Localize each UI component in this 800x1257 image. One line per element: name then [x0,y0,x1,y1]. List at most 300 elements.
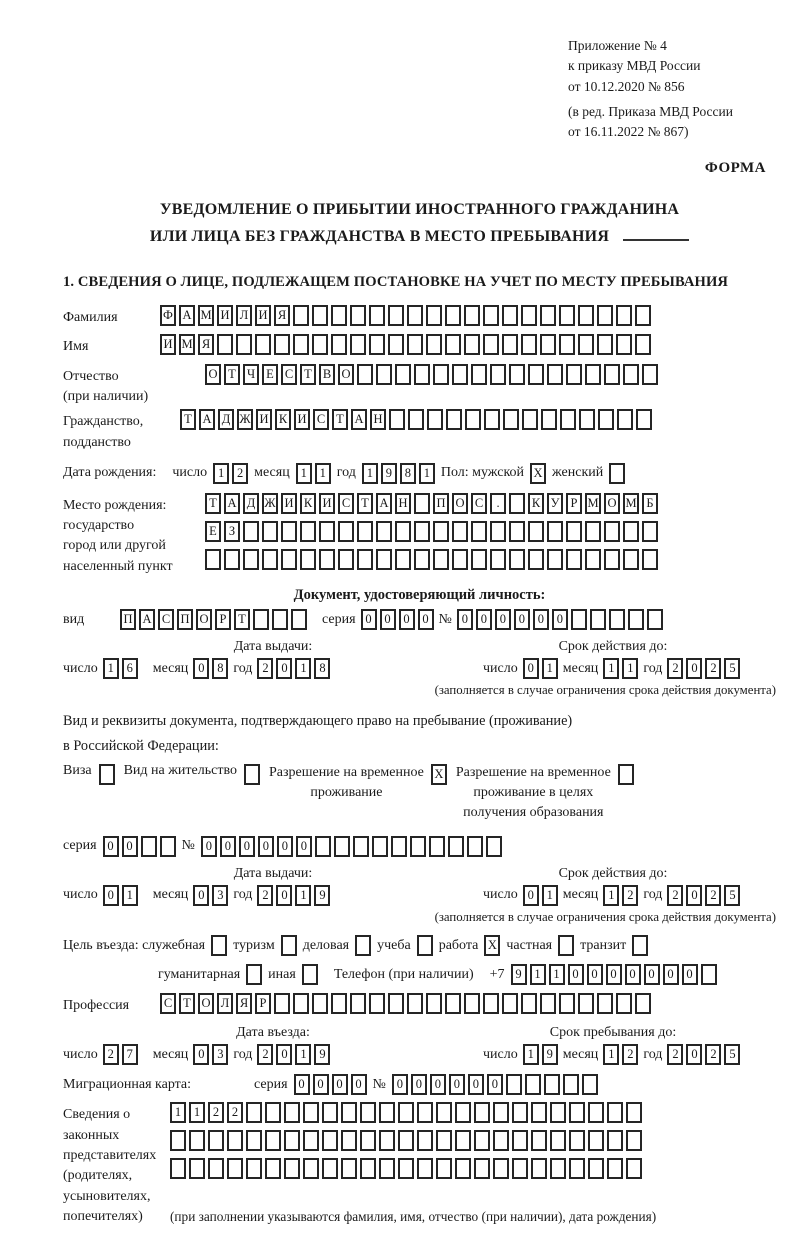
char-cell[interactable] [566,549,582,570]
char-cell[interactable]: 0 [296,836,312,857]
char-cell[interactable]: 0 [476,609,492,630]
char-cell[interactable]: X [484,935,500,956]
char-cell[interactable]: С [158,609,174,630]
char-cell[interactable]: 2 [667,658,683,679]
char-cell[interactable] [623,549,639,570]
char-cell[interactable] [284,1130,300,1151]
char-cell[interactable] [312,305,328,326]
char-cell[interactable]: О [338,364,354,385]
char-cell[interactable] [293,305,309,326]
char-cell[interactable] [484,409,500,430]
char-cell[interactable]: 0 [332,1074,348,1095]
char-cell[interactable]: С [160,993,176,1014]
char-cell[interactable]: 0 [193,1044,209,1065]
char-cell[interactable]: Б [642,493,658,514]
char-cell[interactable] [467,836,483,857]
char-cell[interactable]: 0 [457,609,473,630]
char-cell[interactable] [388,993,404,1014]
char-cell[interactable] [509,521,525,542]
char-cell[interactable] [262,521,278,542]
gender-female-checkbox[interactable] [609,463,625,484]
char-cell[interactable] [265,1130,281,1151]
char-cell[interactable] [528,549,544,570]
char-cell[interactable]: 2 [232,463,248,484]
char-cell[interactable] [99,764,115,785]
doc-valid-year-cells[interactable] [667,658,740,679]
char-cell[interactable]: М [623,493,639,514]
char-cell[interactable] [217,334,233,355]
char-cell[interactable]: 0 [523,885,539,906]
char-cell[interactable]: 9 [511,964,527,985]
char-cell[interactable] [609,609,625,630]
char-cell[interactable] [582,1074,598,1095]
char-cell[interactable] [521,993,537,1014]
visa-checkbox[interactable] [99,764,115,785]
char-cell[interactable] [540,334,556,355]
char-cell[interactable]: 0 [276,1044,292,1065]
char-cell[interactable] [355,935,371,956]
char-cell[interactable] [331,334,347,355]
char-cell[interactable] [635,993,651,1014]
char-cell[interactable] [607,1158,623,1179]
char-cell[interactable]: 0 [533,609,549,630]
char-cell[interactable]: 0 [313,1074,329,1095]
char-cell[interactable] [490,549,506,570]
char-cell[interactable] [319,549,335,570]
char-cell[interactable]: 5 [724,885,740,906]
char-cell[interactable] [243,521,259,542]
char-cell[interactable] [618,764,634,785]
char-cell[interactable] [417,1102,433,1123]
char-cell[interactable] [528,364,544,385]
char-cell[interactable] [560,409,576,430]
char-cell[interactable]: 1 [419,463,435,484]
char-cell[interactable] [502,993,518,1014]
char-cell[interactable]: 1 [296,463,312,484]
char-cell[interactable] [388,334,404,355]
char-cell[interactable]: 8 [314,658,330,679]
char-cell[interactable]: Т [357,493,373,514]
char-cell[interactable] [284,1102,300,1123]
char-cell[interactable] [569,1130,585,1151]
char-cell[interactable]: И [256,409,272,430]
char-cell[interactable] [331,305,347,326]
char-cell[interactable]: И [281,493,297,514]
char-cell[interactable]: К [300,493,316,514]
birth-year-cells[interactable] [362,463,435,484]
char-cell[interactable] [395,521,411,542]
char-cell[interactable] [647,609,663,630]
char-cell[interactable] [550,1102,566,1123]
char-cell[interactable] [525,1074,541,1095]
char-cell[interactable]: О [452,493,468,514]
entry-day-cells[interactable] [103,1044,138,1065]
stay-year-cells[interactable] [667,1044,740,1065]
char-cell[interactable] [398,1102,414,1123]
char-cell[interactable]: 0 [294,1074,310,1095]
char-cell[interactable]: М [585,493,601,514]
char-cell[interactable] [414,521,430,542]
char-cell[interactable]: 0 [103,836,119,857]
char-cell[interactable]: 1 [542,658,558,679]
char-cell[interactable] [303,1130,319,1151]
char-cell[interactable] [578,334,594,355]
char-cell[interactable] [521,305,537,326]
char-cell[interactable] [372,836,388,857]
char-cell[interactable]: П [177,609,193,630]
char-cell[interactable]: И [294,409,310,430]
char-cell[interactable] [597,305,613,326]
char-cell[interactable]: А [179,305,195,326]
char-cell[interactable] [331,993,347,1014]
char-cell[interactable]: 0 [663,964,679,985]
char-cell[interactable]: X [530,463,546,484]
char-cell[interactable] [369,993,385,1014]
representatives-row3-cells[interactable] [170,1158,656,1179]
char-cell[interactable]: Ч [243,364,259,385]
doc-valid-month-cells[interactable] [603,658,638,679]
char-cell[interactable] [433,549,449,570]
char-cell[interactable] [465,409,481,430]
char-cell[interactable] [626,1158,642,1179]
char-cell[interactable]: 0 [380,609,396,630]
char-cell[interactable]: И [319,493,335,514]
char-cell[interactable] [521,334,537,355]
char-cell[interactable]: С [471,493,487,514]
char-cell[interactable]: 2 [227,1102,243,1123]
char-cell[interactable] [493,1130,509,1151]
char-cell[interactable]: 0 [495,609,511,630]
patronymic-cells[interactable] [205,364,658,385]
char-cell[interactable] [417,1130,433,1151]
char-cell[interactable] [189,1158,205,1179]
char-cell[interactable] [388,305,404,326]
char-cell[interactable]: 1 [103,658,119,679]
char-cell[interactable] [531,1158,547,1179]
char-cell[interactable]: 6 [122,658,138,679]
char-cell[interactable] [506,1074,522,1095]
char-cell[interactable] [597,334,613,355]
char-cell[interactable] [585,521,601,542]
char-cell[interactable] [227,1158,243,1179]
char-cell[interactable] [558,935,574,956]
char-cell[interactable] [407,993,423,1014]
char-cell[interactable] [471,364,487,385]
char-cell[interactable] [338,549,354,570]
char-cell[interactable] [291,609,307,630]
char-cell[interactable] [350,993,366,1014]
char-cell[interactable]: М [179,334,195,355]
char-cell[interactable]: 1 [362,463,378,484]
char-cell[interactable] [255,334,271,355]
char-cell[interactable]: А [139,609,155,630]
char-cell[interactable]: 0 [220,836,236,857]
char-cell[interactable] [578,993,594,1014]
char-cell[interactable] [588,1130,604,1151]
char-cell[interactable] [590,609,606,630]
char-cell[interactable] [350,305,366,326]
char-cell[interactable]: 1 [603,658,619,679]
representatives-row1-cells[interactable] [170,1102,656,1123]
char-cell[interactable]: Р [255,993,271,1014]
char-cell[interactable]: Я [198,334,214,355]
char-cell[interactable] [426,993,442,1014]
char-cell[interactable] [569,1102,585,1123]
char-cell[interactable] [445,305,461,326]
char-cell[interactable]: 1 [213,463,229,484]
char-cell[interactable]: З [224,521,240,542]
char-cell[interactable]: И [255,305,271,326]
char-cell[interactable] [293,334,309,355]
char-cell[interactable] [550,1130,566,1151]
char-cell[interactable]: 0 [686,885,702,906]
char-cell[interactable] [281,521,297,542]
permit-valid-year-cells[interactable] [667,885,740,906]
char-cell[interactable] [170,1158,186,1179]
char-cell[interactable] [281,549,297,570]
char-cell[interactable] [293,993,309,1014]
char-cell[interactable] [642,549,658,570]
char-cell[interactable]: Т [179,993,195,1014]
char-cell[interactable] [607,1102,623,1123]
char-cell[interactable] [410,836,426,857]
char-cell[interactable]: 0 [392,1074,408,1095]
char-cell[interactable]: 1 [122,885,138,906]
char-cell[interactable]: 0 [487,1074,503,1095]
char-cell[interactable] [452,364,468,385]
char-cell[interactable] [616,993,632,1014]
char-cell[interactable] [609,463,625,484]
char-cell[interactable] [322,1102,338,1123]
char-cell[interactable] [642,521,658,542]
char-cell[interactable] [341,1130,357,1151]
char-cell[interactable] [341,1158,357,1179]
char-cell[interactable]: О [196,609,212,630]
char-cell[interactable]: О [198,993,214,1014]
char-cell[interactable] [407,305,423,326]
char-cell[interactable]: 8 [400,463,416,484]
char-cell[interactable] [607,1130,623,1151]
char-cell[interactable]: Я [274,305,290,326]
temp-residence-edu-checkbox[interactable] [618,764,634,785]
char-cell[interactable] [541,409,557,430]
char-cell[interactable]: 5 [724,1044,740,1065]
char-cell[interactable]: 0 [686,1044,702,1065]
char-cell[interactable]: Ф [160,305,176,326]
char-cell[interactable]: С [281,364,297,385]
char-cell[interactable]: 0 [430,1074,446,1095]
char-cell[interactable]: Р [215,609,231,630]
birth-day-cells[interactable] [213,463,248,484]
char-cell[interactable] [376,364,392,385]
char-cell[interactable]: 2 [257,885,273,906]
char-cell[interactable] [446,409,462,430]
char-cell[interactable]: Е [205,521,221,542]
char-cell[interactable] [597,993,613,1014]
char-cell[interactable] [303,1102,319,1123]
char-cell[interactable] [604,549,620,570]
char-cell[interactable]: 0 [361,609,377,630]
char-cell[interactable] [547,521,563,542]
firstname-cells[interactable] [160,334,651,355]
permit-issue-day-cells[interactable] [103,885,138,906]
char-cell[interactable] [274,334,290,355]
char-cell[interactable] [170,1130,186,1151]
char-cell[interactable] [246,1130,262,1151]
char-cell[interactable]: 0 [399,609,415,630]
char-cell[interactable] [389,409,405,430]
phone-cells[interactable] [511,964,717,985]
char-cell[interactable] [312,334,328,355]
char-cell[interactable]: 0 [552,609,568,630]
char-cell[interactable] [636,409,652,430]
purpose-business-checkbox[interactable] [211,935,227,956]
char-cell[interactable]: 0 [103,885,119,906]
char-cell[interactable] [490,364,506,385]
char-cell[interactable] [205,549,221,570]
char-cell[interactable] [208,1130,224,1151]
char-cell[interactable] [319,521,335,542]
char-cell[interactable] [448,836,464,857]
char-cell[interactable]: 2 [622,1044,638,1065]
char-cell[interactable] [300,549,316,570]
char-cell[interactable] [246,964,262,985]
char-cell[interactable] [474,1130,490,1151]
char-cell[interactable]: С [313,409,329,430]
char-cell[interactable] [464,305,480,326]
char-cell[interactable] [623,521,639,542]
char-cell[interactable]: О [205,364,221,385]
char-cell[interactable] [436,1130,452,1151]
char-cell[interactable] [474,1158,490,1179]
migration-number-cells[interactable] [392,1074,598,1095]
char-cell[interactable] [522,409,538,430]
char-cell[interactable]: 0 [277,836,293,857]
char-cell[interactable]: Н [370,409,386,430]
purpose-transit-checkbox[interactable] [632,935,648,956]
char-cell[interactable]: 1 [530,964,546,985]
char-cell[interactable]: 1 [523,1044,539,1065]
char-cell[interactable] [395,549,411,570]
char-cell[interactable] [455,1158,471,1179]
char-cell[interactable]: П [433,493,449,514]
char-cell[interactable]: К [528,493,544,514]
char-cell[interactable] [433,364,449,385]
stay-month-cells[interactable] [603,1044,638,1065]
char-cell[interactable] [598,409,614,430]
permit-number-cells[interactable] [201,836,502,857]
char-cell[interactable] [360,1130,376,1151]
char-cell[interactable] [408,409,424,430]
char-cell[interactable]: Ж [262,493,278,514]
char-cell[interactable] [701,964,717,985]
char-cell[interactable] [265,1102,281,1123]
char-cell[interactable] [379,1102,395,1123]
char-cell[interactable] [429,836,445,857]
migration-series-cells[interactable] [294,1074,367,1095]
doc-series-cells[interactable] [361,609,434,630]
char-cell[interactable] [243,549,259,570]
residence-permit-checkbox[interactable] [244,764,260,785]
entry-year-cells[interactable] [257,1044,330,1065]
char-cell[interactable] [236,334,252,355]
doc-kind-cells[interactable] [120,609,307,630]
char-cell[interactable] [436,1158,452,1179]
char-cell[interactable] [464,993,480,1014]
char-cell[interactable]: 0 [239,836,255,857]
char-cell[interactable] [509,549,525,570]
char-cell[interactable] [244,764,260,785]
char-cell[interactable]: Л [217,993,233,1014]
surname-cells[interactable] [160,305,651,326]
char-cell[interactable] [379,1158,395,1179]
char-cell[interactable] [623,364,639,385]
stay-day-cells[interactable] [523,1044,558,1065]
char-cell[interactable]: 0 [418,609,434,630]
char-cell[interactable]: 9 [314,885,330,906]
char-cell[interactable] [141,836,157,857]
doc-number-cells[interactable] [457,609,663,630]
char-cell[interactable] [445,334,461,355]
char-cell[interactable] [616,305,632,326]
char-cell[interactable] [391,836,407,857]
char-cell[interactable]: 0 [686,658,702,679]
char-cell[interactable] [303,1158,319,1179]
char-cell[interactable]: 1 [603,1044,619,1065]
purpose-commercial-checkbox[interactable] [355,935,371,956]
char-cell[interactable] [265,1158,281,1179]
char-cell[interactable] [512,1158,528,1179]
char-cell[interactable] [635,305,651,326]
char-cell[interactable] [502,305,518,326]
char-cell[interactable]: Т [180,409,196,430]
char-cell[interactable]: 1 [603,885,619,906]
char-cell[interactable] [502,334,518,355]
char-cell[interactable] [414,493,430,514]
char-cell[interactable] [471,521,487,542]
char-cell[interactable] [281,935,297,956]
doc-issue-day-cells[interactable] [103,658,138,679]
char-cell[interactable] [547,364,563,385]
char-cell[interactable] [426,305,442,326]
char-cell[interactable] [357,521,373,542]
char-cell[interactable] [284,1158,300,1179]
char-cell[interactable] [512,1130,528,1151]
char-cell[interactable]: 0 [514,609,530,630]
char-cell[interactable] [357,549,373,570]
char-cell[interactable]: Д [243,493,259,514]
char-cell[interactable]: Т [205,493,221,514]
char-cell[interactable] [224,549,240,570]
char-cell[interactable] [604,521,620,542]
char-cell[interactable] [417,935,433,956]
char-cell[interactable]: 2 [705,658,721,679]
char-cell[interactable]: А [376,493,392,514]
char-cell[interactable] [417,1158,433,1179]
char-cell[interactable] [493,1158,509,1179]
char-cell[interactable] [357,364,373,385]
char-cell[interactable] [490,521,506,542]
char-cell[interactable] [483,993,499,1014]
char-cell[interactable] [407,334,423,355]
char-cell[interactable] [369,305,385,326]
char-cell[interactable] [274,993,290,1014]
char-cell[interactable]: 1 [622,658,638,679]
char-cell[interactable]: 0 [568,964,584,985]
char-cell[interactable]: А [224,493,240,514]
char-cell[interactable] [512,1102,528,1123]
entry-month-cells[interactable] [193,1044,228,1065]
